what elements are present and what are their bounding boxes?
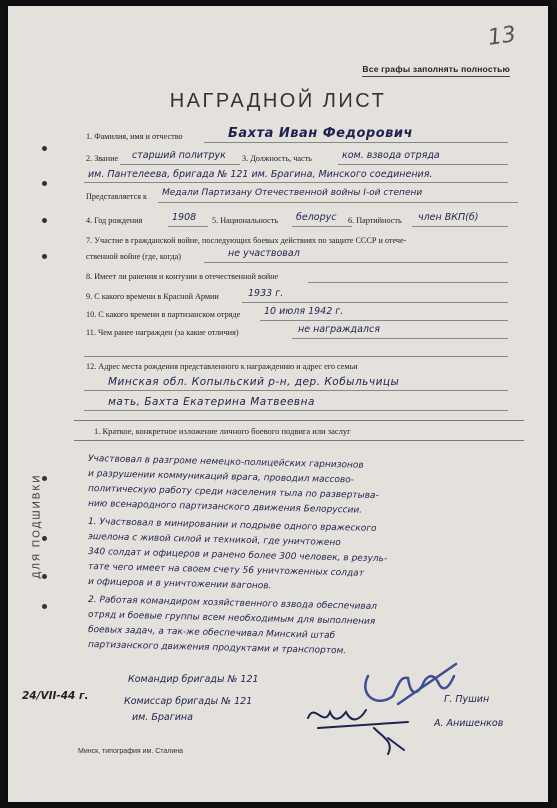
section-separator-2 bbox=[74, 440, 524, 441]
body-line: тате чего имеет на своем счету 56 уничтоженных солдат bbox=[87, 562, 364, 579]
commissar-label: Комиссар бригады № 121 bbox=[124, 696, 253, 707]
body-line: 1. Участвовал в минировании и подрыве одного вражеского bbox=[87, 517, 377, 535]
commissar-label-2: им. Брагина bbox=[132, 712, 193, 723]
body-line: нию всенародного партизанского движения Белоруссии. bbox=[87, 499, 363, 516]
body-line: 340 солдат и офицеров и ранено более 300 человек, в резуль- bbox=[87, 547, 388, 565]
body-line: и офицеров и в уничтожении вагонов. bbox=[87, 577, 272, 592]
section-title: 1. Краткое, конкретное изложение личного боевого подвига или заслуг bbox=[94, 426, 351, 436]
printer-footer: Минск, типография им. Сталина bbox=[78, 748, 184, 755]
body-line: эшелона с живой силой и техникой, где уничтожено bbox=[87, 532, 341, 549]
page-title: НАГРАДНОЙ ЛИСТ bbox=[169, 90, 387, 112]
body-line: 2. Работая командиром хозяйственного взвода обеспечивал bbox=[87, 595, 378, 613]
body-line: отряд и боевые группы всем необходимым для выполнения bbox=[87, 610, 376, 628]
award-sheet: 13 Все графы заполнять полностью НАГРАДНОЙ ЛИСТ ДЛЯ ПОДШИВКИ 1. Фамилия, имя и отчество Бахта Иван Федорович 2. Звание старший политрук 3. Должность, часть ком. взвода отряда им. Пантелеева, бригада № 121 им. Брагина, Минского соединения. Представляется к Медали Партизану Отечественной войны I-ой степени 4. Год рождения 1908 5. Национальность белорус 6. Партийность член ВКП(б) 7. Участие в гражданской войне, последующих боевых действиях по защите СССР и отече- ственной войне (где, когда) не участвовал 8. Имеет ли ранения и контузии в отечественной войне 9. С какого времени в Красной Армии 1933 г. 10. С какого времени в партизанском отряде 10 июля 1942 г. 11. Чем ранее награжден (за какие отличия) не награждался 12. Адрес места рождения представленного к награждению и адрес его семьи Минская обл. Копыльский р-н, дер. Кобыльчицы мать, Бахта Екатерина Матвеевна 1. Краткое, конкретное изложение личного боевого подвига или заслуг Участвовал в разгроме немецко-полицейских гарнизонов и разрушении коммуникаций врага, проводил массово- политическую работу среди населения тыла по развертыва- нию всенародного партизанского движения Белоруссии. 1. Участвовал в минировании и подрыве одного вражеского эшелона с живой силой и техникой, где уничтожено 340 солдат и офицеров и ранено более 300 человек, в резуль- тате чего имеет на своем счету 56 уничтоженных солдат и офицеров и в уничтожении вагонов. 2. Работая командиром хозяйственного взвода обеспечивал отряд и боевые группы всем необходимым для выполнения боевых задач, а так-же обеспечивал Минский штаб партизанского движения продуктами и транспортом. Командир бригады № 121 Комиссар бригады № 121 им. Брагина Г. Пушин А. Анишенков 24/VII-44 г. Минск, типография им. Сталина bbox=[8, 6, 548, 802]
section-separator bbox=[74, 420, 524, 421]
body-line: Участвовал в разгроме немецко-полицейских гарнизонов bbox=[87, 454, 364, 471]
body-line: и разрушении коммуникаций врага, проводил массово- bbox=[87, 469, 355, 486]
commander-label: Командир бригады № 121 bbox=[128, 674, 259, 685]
fill-all-note: Все графы заполнять полностью bbox=[362, 64, 510, 74]
body-line: боевых задач, а так-же обеспечивал Минский штаб bbox=[87, 625, 336, 642]
body-line: партизанского движения продуктами и транспортом. bbox=[87, 640, 347, 657]
commander-name: Г. Пушин bbox=[444, 694, 490, 705]
commissar-signature bbox=[304, 698, 414, 758]
body-line: политическую работу среди населения тыла по развертыва- bbox=[87, 484, 379, 502]
commissar-name: А. Анишенков bbox=[434, 718, 504, 729]
handwritten-date: 24/VII-44 г. bbox=[22, 690, 89, 702]
archive-number: 13 bbox=[486, 22, 518, 51]
binding-label: ДЛЯ ПОДШИВКИ bbox=[31, 473, 43, 579]
